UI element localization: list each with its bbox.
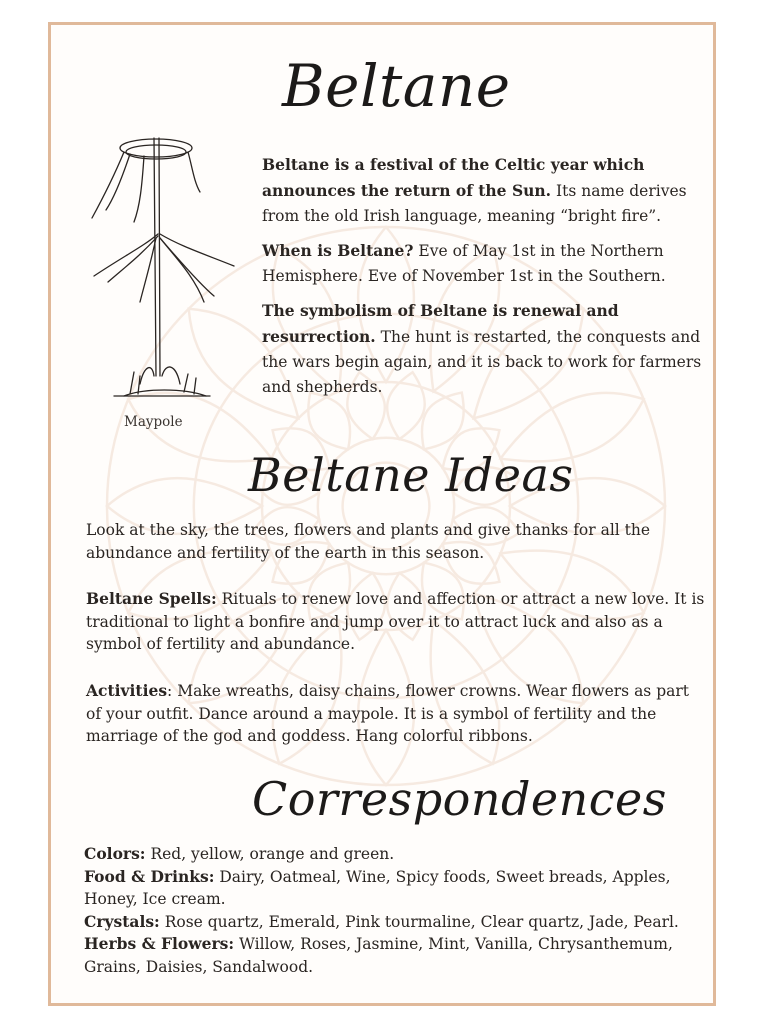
maypole-caption: Maypole [124,414,183,430]
intro-section [262,152,702,409]
intro-paragraph: Beltane is a festival of the Celtic year which announces the return of the Sun. Its name derives from the old Irish language, meaning “bright fire”. [262,155,687,225]
correspondence-item: Crystals: Rose quartz, Emerald, Pink tourmaline, Clear quartz, Jade, Pearl. [84,911,679,931]
correspondences-list [84,843,710,978]
intro-paragraph: The symbolism of Beltane is renewal and resurrection. The hunt is restarted, the conquests and the wars begin again, and it is back to work for farmers and shepherds. [262,301,702,396]
correspondence-item: Herbs & Flowers: Willow, Roses, Jasmine, Mint, Vanilla, Chrysanthemum, Grains, Daisies, Sandalwood. [84,934,673,976]
ideas-heading: Beltane Ideas [248,448,574,502]
correspondence-item: Food & Drinks: Dairy, Oatmeal, Wine, Spicy foods, Sweet breads, Apples, Honey, Ice cream. [84,866,671,908]
ideas-paragraph: Look at the sky, the trees, flowers and plants and give thanks for all the abundance and fertility of the earth in this season. [86,521,651,562]
correspondences-heading: Correspondences [252,772,667,826]
page-title: Beltane [282,52,511,120]
intro-paragraph: When is Beltane? Eve of May 1st in the Northern Hemisphere. Eve of November 1st in the Southern. [262,241,666,285]
correspondence-item: Colors: Red, yellow, orange and green. [84,844,395,863]
maypole-illustration [84,126,240,406]
spells-paragraph: Beltane Spells: Rituals to renew love and affection or attract a new love. It is traditional to light a bonfire and jump over it to attract luck and also as a symbol of fertility and abundance. [86,589,705,653]
activities-paragraph: Activities: Make wreaths, daisy chains, flower crowns. Wear flowers as part of your outfit. Dance around a maypole. It is a symbol of fertility and the marriage of the god and goddess. Hang colorful ribbons. [86,681,689,745]
